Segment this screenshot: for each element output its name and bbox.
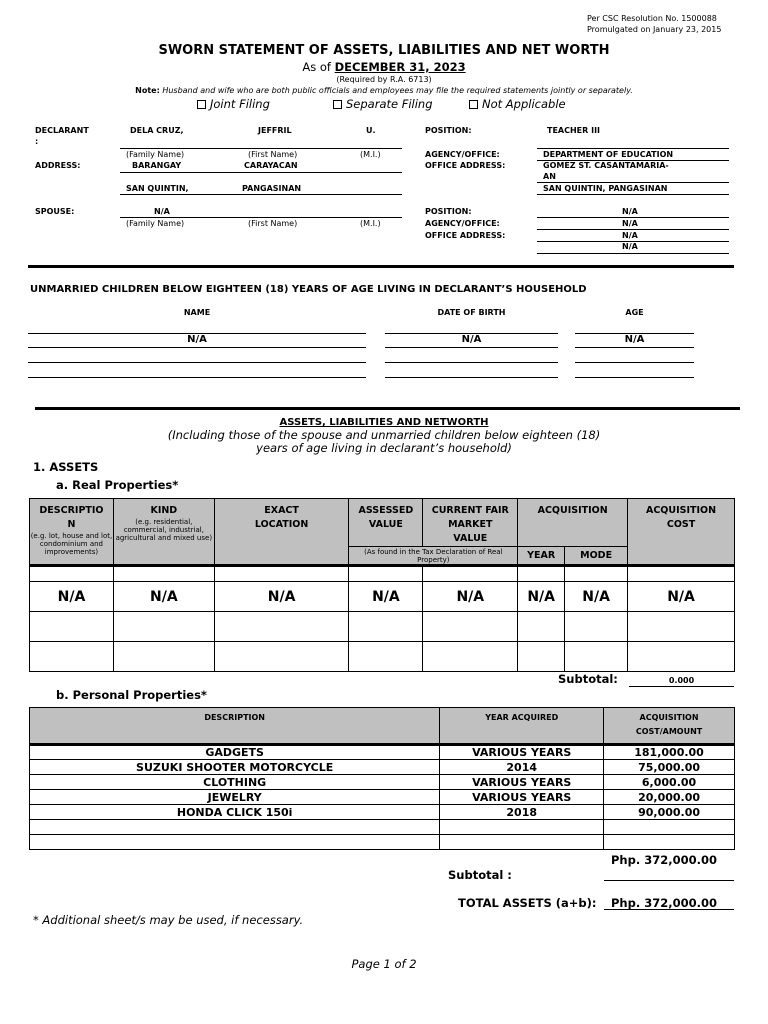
table-row <box>30 820 735 835</box>
children-col-dob: DATE OF BIRTH <box>437 308 506 317</box>
assets-title: ASSETS, LIABILITIES AND NETWORTH <box>279 417 489 428</box>
spouse-office-2: N/A <box>622 242 638 251</box>
real-mode: N/A <box>565 582 628 612</box>
address-label: ADDRESS: <box>35 161 81 170</box>
declarant-label: DECLARANT <box>35 126 89 135</box>
child-line <box>385 377 558 378</box>
personal-subtotal-line <box>604 880 734 881</box>
col-location: EXACT LOCATION <box>214 499 349 566</box>
col-fair-market-value: CURRENT FAIR MARKET VALUE <box>423 499 518 547</box>
spouse-agency-label: AGENCY/OFFICE: <box>425 219 500 228</box>
declarant-first-name: JEFFRIL <box>258 126 292 135</box>
personal-description: SUZUKI SHOOTER MOTORCYCLE <box>30 760 440 775</box>
personal-description: HONDA CLICK 150i <box>30 805 440 820</box>
personal-properties-table <box>29 707 735 850</box>
agency-label: AGENCY/OFFICE: <box>425 150 500 159</box>
section-divider <box>28 265 734 268</box>
personal-year: VARIOUS YEARS <box>440 790 604 805</box>
children-title: UNMARRIED CHILDREN BELOW EIGHTEEN (18) YEARS OF AGE LIVING IN DECLARANT’S HOUSEHOLD <box>30 284 587 295</box>
address-line-1 <box>120 172 402 173</box>
total-assets-line <box>604 909 734 910</box>
child-line <box>28 362 366 363</box>
spouse-label: SPOUSE: <box>35 207 75 216</box>
checkbox-icon[interactable] <box>333 100 342 109</box>
real-subtotal-label: Subtotal: <box>558 672 618 686</box>
as-of-line <box>0 60 768 74</box>
spouse-agency-line <box>537 229 729 230</box>
real-desc: N/A <box>30 582 114 612</box>
declarant-mi: U. <box>366 126 376 135</box>
child-line <box>575 347 694 348</box>
first-name-caption: (First Name) <box>248 150 298 159</box>
personal-year: VARIOUS YEARS <box>440 745 604 760</box>
child-line <box>385 362 558 363</box>
spouse-office-1: N/A <box>622 231 638 240</box>
spouse-mi-caption: (M.I.) <box>360 219 381 228</box>
personal-year: 2014 <box>440 760 604 775</box>
declarant-colon: : <box>35 137 39 146</box>
personal-rows <box>30 745 735 850</box>
position-line <box>537 148 729 149</box>
col-acquisition-amount: ACQUISITION COST/AMOUNT <box>604 708 735 745</box>
spouse-position-label: POSITION: <box>425 207 472 216</box>
real-subtotal-value: 0.000 <box>668 676 695 685</box>
personal-cost: 20,000.00 <box>604 790 735 805</box>
child-line <box>28 377 366 378</box>
personal-cost: 90,000.00 <box>604 805 735 820</box>
personal-year: 2018 <box>440 805 604 820</box>
personal-subtotal-amount: Php. 372,000.00 <box>611 853 717 867</box>
table-row <box>30 805 735 820</box>
table-row <box>30 582 735 612</box>
table-row <box>30 760 735 775</box>
address-carayacan: CARAYACAN <box>244 161 298 170</box>
personal-cost: 181,000.00 <box>604 745 735 760</box>
address-town: SAN QUINTIN, <box>126 184 189 193</box>
position-label: POSITION: <box>425 126 472 135</box>
spouse-first-caption: (First Name) <box>248 219 298 228</box>
assets-subtitle-2: years of age living in declarant’s household) <box>256 441 512 455</box>
children-col-age: AGE <box>625 308 644 317</box>
spouse-name-line <box>120 217 402 218</box>
option-separate-filing[interactable]: Separate Filing <box>333 97 433 111</box>
personal-subtotal-label: Subtotal : <box>448 868 512 882</box>
table-row <box>30 790 735 805</box>
spouse-family-caption: (Family Name) <box>126 219 185 228</box>
family-name-caption: (Family Name) <box>126 150 185 159</box>
child-name: N/A <box>187 334 207 345</box>
promulgated-date: Promulgated on January 23, 2015 <box>587 25 722 34</box>
address-barangay: BARANGAY <box>132 161 182 170</box>
section-divider <box>35 407 740 410</box>
office-line-2 <box>537 194 729 195</box>
child-line <box>575 362 694 363</box>
declarant-name-line <box>120 148 402 149</box>
option-not-applicable[interactable]: Not Applicable <box>469 97 566 111</box>
assets-subtitle-1: (Including those of the spouse and unmarried children below eighteen (18) <box>167 428 601 442</box>
spouse-office-label: OFFICE ADDRESS: <box>425 231 506 240</box>
personal-cost: 6,000.00 <box>604 775 735 790</box>
csc-resolution: Per CSC Resolution No. 1500088 <box>587 14 717 23</box>
spouse-position: N/A <box>622 207 638 216</box>
page-number: Page 1 of 2 <box>351 957 417 971</box>
personal-description: JEWELRY <box>30 790 440 805</box>
note-text: Husband and wife who are both public officials and employees may file the required statements jointly or separately. <box>162 86 633 95</box>
checkbox-icon[interactable] <box>469 100 478 109</box>
real-year: N/A <box>518 582 565 612</box>
real-properties-heading: a. Real Properties* <box>56 478 179 492</box>
spouse-office-line-2 <box>537 253 729 254</box>
col-mode: MODE <box>565 547 628 566</box>
child-age: N/A <box>624 334 645 345</box>
col-year-acquired: YEAR ACQUIRED <box>440 708 604 745</box>
agency-value: DEPARTMENT OF EDUCATION <box>543 150 674 159</box>
personal-description: CLOTHING <box>30 775 440 790</box>
total-assets-label: TOTAL ASSETS (a+b): <box>458 896 597 910</box>
personal-year: VARIOUS YEARS <box>440 775 604 790</box>
col-description: DESCRIPTIO N (e.g. lot, house and lot, condominium and improvements) <box>30 499 114 566</box>
real-location: N/A <box>214 582 349 612</box>
children-col-name: NAME <box>183 308 211 317</box>
office-address-label: OFFICE ADDRESS: <box>425 161 506 170</box>
position-value: TEACHER III <box>547 126 601 135</box>
child-line <box>575 377 694 378</box>
spouse-agency: N/A <box>622 219 638 228</box>
child-dob: N/A <box>461 334 482 345</box>
real-kind: N/A <box>113 582 214 612</box>
tax-declaration-note: (As found in the Tax Declaration of Real Property) <box>349 547 518 566</box>
address-line-2 <box>120 194 402 195</box>
real-cost: N/A <box>628 582 735 612</box>
note-label: Note: <box>135 86 160 95</box>
real-assessed: N/A <box>349 582 423 612</box>
table-row <box>30 775 735 790</box>
option-joint-filing[interactable]: Joint Filing <box>197 97 270 111</box>
as-of-prefix: As of <box>302 60 331 74</box>
col-year: YEAR <box>518 547 565 566</box>
checkbox-icon[interactable] <box>197 100 206 109</box>
assets-heading: 1. ASSETS <box>33 460 99 474</box>
table-row <box>30 835 735 850</box>
office-address-3: SAN QUINTIN, PANGASINAN <box>543 184 668 193</box>
note-line <box>0 86 768 95</box>
as-of-date: DECEMBER 31, 2023 <box>334 60 466 74</box>
child-line <box>385 347 558 348</box>
table-row <box>30 745 735 760</box>
col-personal-description: DESCRIPTION <box>30 708 440 745</box>
spouse-family-name: N/A <box>154 207 170 216</box>
col-acquisition: ACQUISITION <box>518 499 628 547</box>
col-kind: KIND (e.g. residential, commercial, industrial, agricultural and mixed use) <box>113 499 214 566</box>
personal-cost: 75,000.00 <box>604 760 735 775</box>
child-line <box>28 347 366 348</box>
real-subtotal-line <box>629 686 734 687</box>
mi-caption: (M.I.) <box>360 150 381 159</box>
col-assessed-value: ASSESSED VALUE <box>349 499 423 547</box>
personal-properties-heading: b. Personal Properties* <box>56 688 207 702</box>
col-acquisition-cost: ACQUISITION COST <box>628 499 735 566</box>
personal-description: GADGETS <box>30 745 440 760</box>
real-fair-value: N/A <box>423 582 518 612</box>
office-address-2: AN <box>543 172 556 181</box>
office-address-1: GOMEZ ST. CASANTAMARIA- <box>543 161 669 170</box>
spouse-position-line <box>537 217 729 218</box>
required-by: (Required by R.A. 6713) <box>336 75 432 84</box>
declarant-family-name: DELA CRUZ, <box>130 126 184 135</box>
address-province: PANGASINAN <box>242 184 302 193</box>
additional-sheets-note: * Additional sheet/s may be used, if necessary. <box>33 913 304 927</box>
page-title: SWORN STATEMENT OF ASSETS, LIABILITIES AND NET WORTH <box>158 43 610 58</box>
real-properties-table <box>29 498 735 672</box>
total-assets-value: Php. 372,000.00 <box>611 896 717 910</box>
office-line-1 <box>537 182 729 183</box>
